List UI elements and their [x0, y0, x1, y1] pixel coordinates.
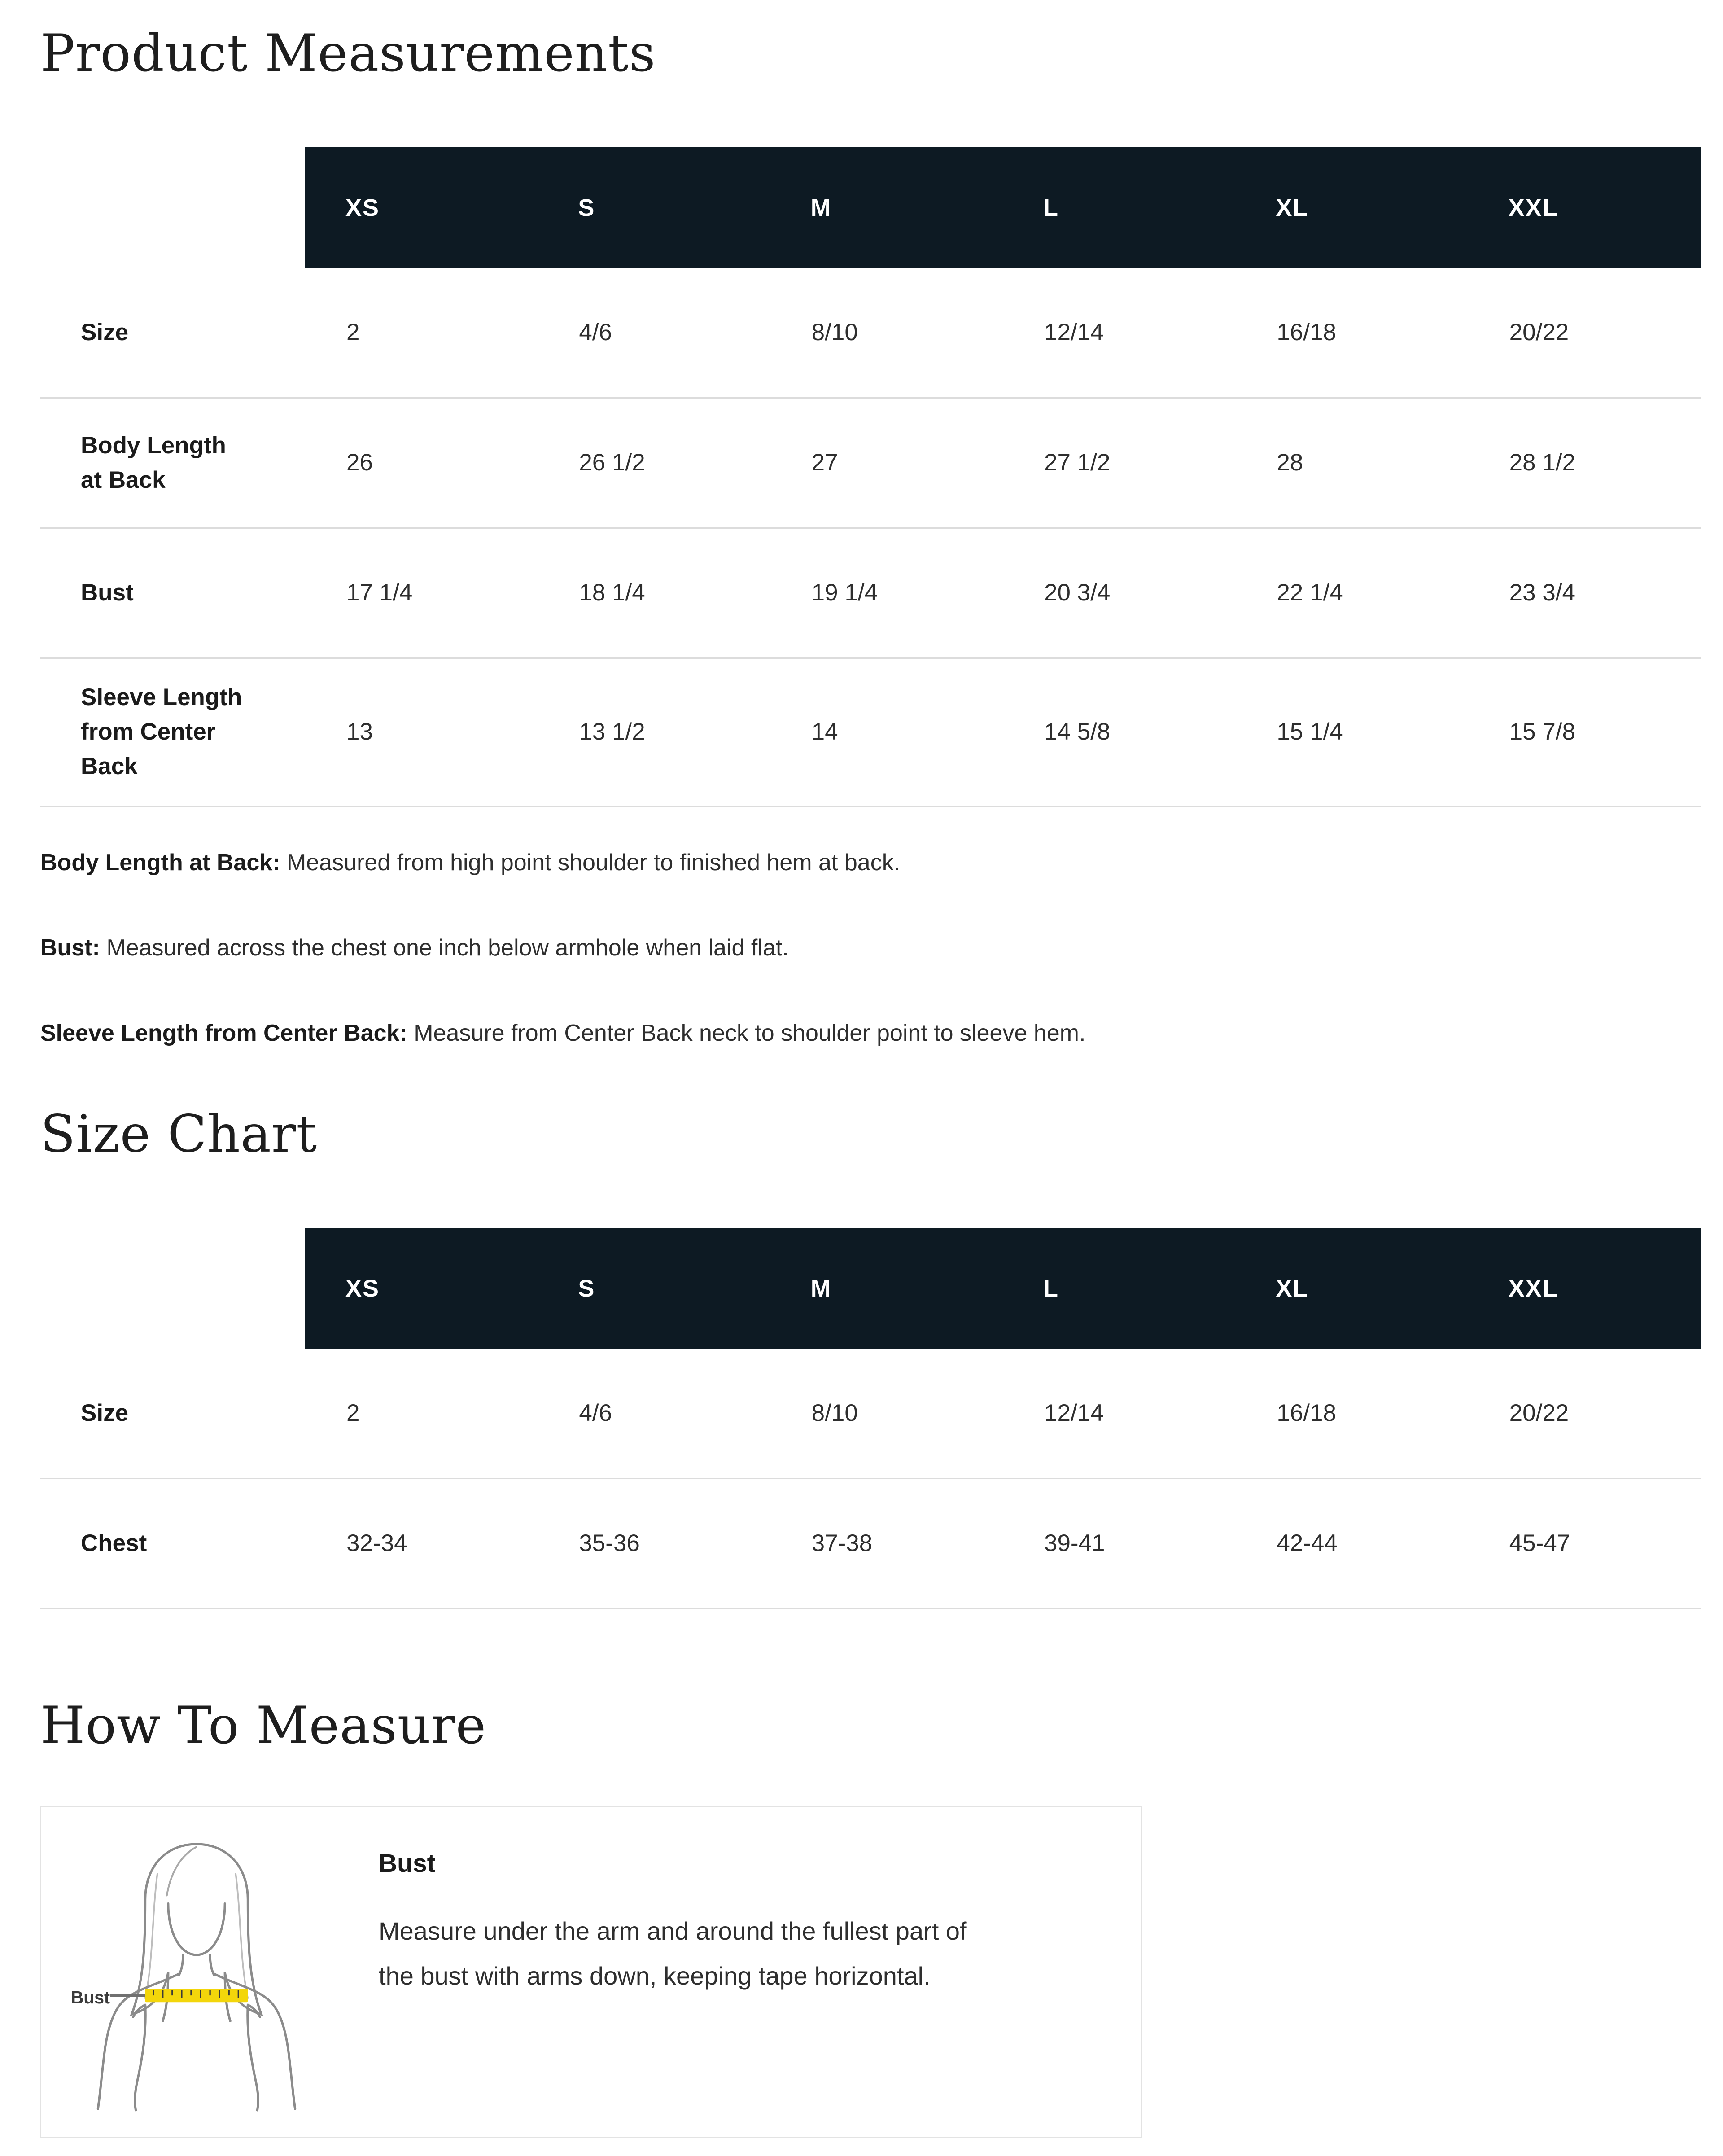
definition-text: Measured across the chest one inch below armhole when laid flat.: [100, 934, 789, 961]
measurement-definition: [40, 1016, 1701, 1051]
measurement-value: 45-47: [1509, 1529, 1570, 1556]
definition-term: Body Length at Back:: [40, 849, 280, 876]
measurement-value: 15 1/4: [1277, 719, 1343, 745]
bust-label: Bust: [71, 1988, 110, 2008]
measurement-value: 16/18: [1277, 1399, 1336, 1426]
measurement-value: 20/22: [1509, 1399, 1569, 1426]
header-spacer-cell: [40, 1228, 305, 1349]
table-row-chest: [40, 1479, 1701, 1609]
measurement-value: 27 1/2: [1044, 449, 1111, 476]
definition-text: Measure from Center Back neck to shoulder point to sleeve hem.: [407, 1020, 1086, 1046]
definition-term: Sleeve Length from Center Back:: [40, 1020, 407, 1046]
measurement-value: 14 5/8: [1044, 719, 1111, 745]
measurement-value: 28 1/2: [1509, 449, 1576, 476]
measurement-value: 23 3/4: [1509, 579, 1576, 606]
product-measurements-section: [40, 20, 1701, 1051]
measurement-value: 26: [346, 449, 373, 476]
size-chart-section: [40, 1101, 1701, 1609]
column-header-s: S: [538, 1228, 770, 1349]
product-measurements-title: Product Measurements: [40, 23, 656, 83]
measurement-value: 26 1/2: [579, 449, 645, 476]
measurement-value: 4/6: [579, 1399, 612, 1426]
measurement-value: 19 1/4: [811, 579, 878, 606]
measurement-definition: [40, 845, 1701, 880]
definition-term: Bust:: [40, 934, 100, 961]
measurement-value: 15 7/8: [1509, 719, 1576, 745]
measurement-value: 13: [346, 719, 373, 745]
measurement-value: 16/18: [1277, 319, 1336, 346]
measurement-value: 12/14: [1044, 1399, 1104, 1426]
size-header-row: [40, 1228, 1701, 1349]
measurement-value: 39-41: [1044, 1529, 1105, 1556]
card-body: Measure under the arm and around the fullest part of the bust with arms down, keeping tape horizontal.: [379, 1917, 967, 1990]
size-chart-table: [40, 1228, 1701, 1609]
measurement-value: 32-34: [346, 1529, 407, 1556]
measurement-value: 28: [1277, 449, 1303, 476]
column-header-l: L: [1003, 1228, 1235, 1349]
row-label: Body Length at Back: [81, 432, 226, 493]
row-label: Chest: [81, 1529, 147, 1556]
measurement-value: 20/22: [1509, 319, 1569, 346]
table-row-size: [40, 268, 1701, 399]
row-label: Size: [81, 1399, 129, 1426]
column-header-l: L: [1003, 147, 1235, 268]
column-header-xs: XS: [305, 1228, 538, 1349]
how-to-measure-title: How To Measure: [40, 1695, 486, 1755]
how-to-measure-card: [40, 1806, 1142, 2138]
measurement-value: 17 1/4: [346, 579, 413, 606]
measurement-value: 18 1/4: [579, 579, 645, 606]
measurement-value: 2: [346, 319, 360, 346]
column-header-m: M: [770, 1228, 1003, 1349]
how-to-measure-section: [40, 1692, 1701, 2138]
measurement-value: 13 1/2: [579, 719, 645, 745]
measurement-value: 8/10: [811, 319, 858, 346]
column-header-s: S: [538, 147, 770, 268]
header-spacer-cell: [40, 147, 305, 268]
measurement-value: 2: [346, 1399, 360, 1426]
measurement-value: 14: [811, 719, 838, 745]
measurement-value: 4/6: [579, 319, 612, 346]
table-row-body-length: [40, 399, 1701, 529]
product-measurements-table: [40, 147, 1701, 807]
row-label: Bust: [81, 579, 134, 606]
measurement-value: 27: [811, 449, 838, 476]
size-header-row: [40, 147, 1701, 268]
measurement-definition: [40, 930, 1701, 965]
measurement-value: 42-44: [1277, 1529, 1338, 1556]
measurement-value: 22 1/4: [1277, 579, 1343, 606]
card-heading: Bust: [379, 1849, 436, 1878]
column-header-m: M: [770, 147, 1003, 268]
table-row-bust: [40, 529, 1701, 659]
figure-outline: [98, 1844, 295, 2110]
row-label: Sleeve Length from Center Back: [81, 684, 242, 780]
column-header-xxl: XXL: [1468, 147, 1701, 268]
column-header-xl: XL: [1235, 147, 1468, 268]
measurement-value: 12/14: [1044, 319, 1104, 346]
definition-text: Measured from high point shoulder to finished hem at back.: [280, 849, 901, 876]
bust-measurement-illustration: [68, 1831, 325, 2117]
measurement-value: 20 3/4: [1044, 579, 1111, 606]
size-chart-title: Size Chart: [40, 1104, 318, 1164]
column-header-xl: XL: [1235, 1228, 1468, 1349]
card-text-block: [379, 1849, 975, 2117]
table-row-size: [40, 1349, 1701, 1479]
measurement-value: 37-38: [811, 1529, 873, 1556]
measurement-value: 8/10: [811, 1399, 858, 1426]
measurement-value: 35-36: [579, 1529, 640, 1556]
measurement-definitions: [40, 845, 1701, 1051]
measuring-tape: [145, 1989, 248, 2002]
column-header-xxl: XXL: [1468, 1228, 1701, 1349]
column-header-xs: XS: [305, 147, 538, 268]
table-row-sleeve-length: [40, 659, 1701, 807]
row-label: Size: [81, 319, 129, 346]
